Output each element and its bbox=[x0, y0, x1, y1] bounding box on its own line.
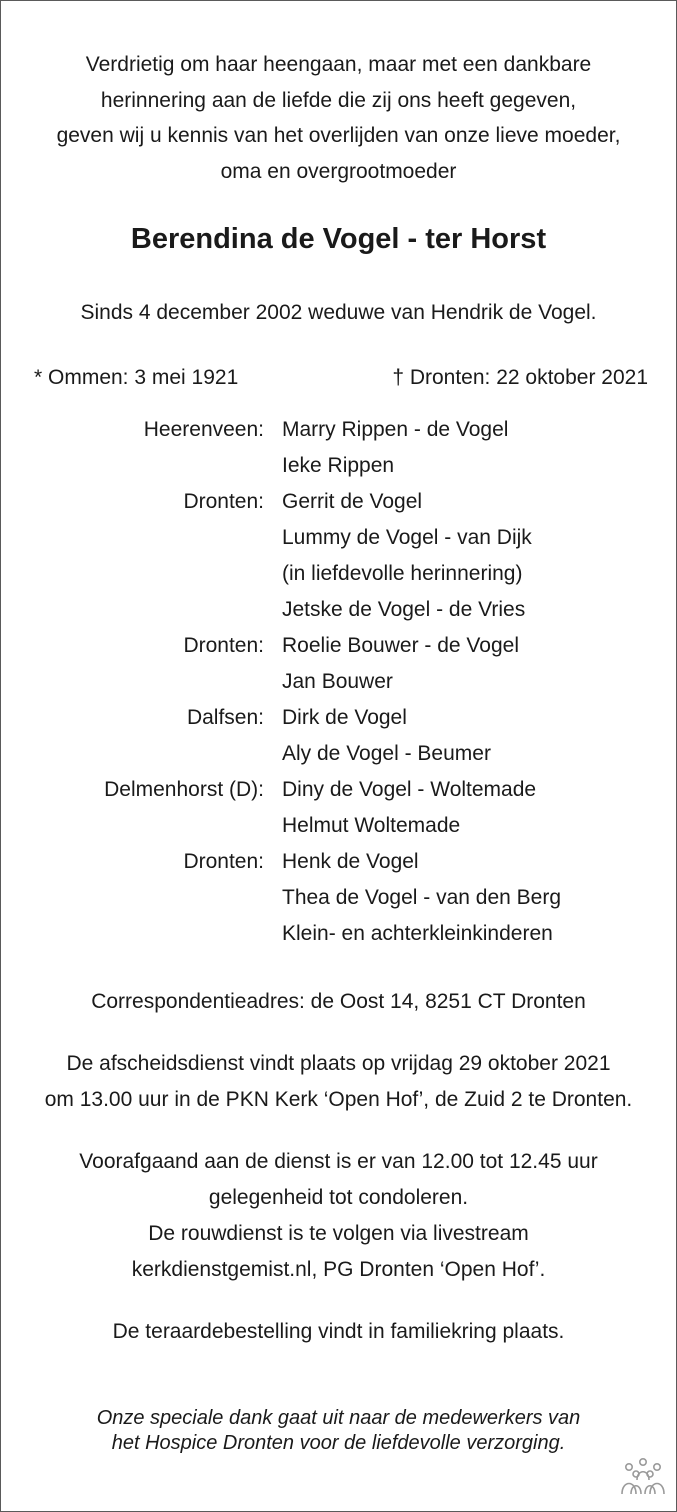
intro-line: geven wij u kennis van het overlijden van onze lieve moeder, bbox=[56, 124, 621, 147]
burial-block bbox=[1, 1314, 676, 1350]
service-block bbox=[1, 1046, 676, 1118]
family-row bbox=[1, 592, 676, 628]
thanks-line: Onze speciale dank gaat uit naar de medewerkers van bbox=[96, 1407, 581, 1429]
family-location: Delmenhorst (D): bbox=[104, 778, 264, 801]
family-row bbox=[1, 556, 676, 592]
family-member-name: Marry Rippen - de Vogel bbox=[282, 418, 509, 441]
family-member-name: Dirk de Vogel bbox=[282, 706, 407, 729]
intro-line: oma en overgrootmoeder bbox=[220, 159, 457, 183]
family-member-name: Henk de Vogel bbox=[282, 850, 419, 873]
notice-details bbox=[1, 984, 676, 1350]
family-member-name: Ieke Rippen bbox=[282, 454, 395, 477]
family-member-name: Aly de Vogel - Beumer bbox=[282, 742, 491, 765]
intro-text bbox=[1, 47, 676, 189]
family-member-name: Gerrit de Vogel bbox=[282, 490, 423, 513]
burial-line: De teraardebestelling vindt in familiekring plaats. bbox=[112, 1320, 565, 1343]
family-row bbox=[1, 916, 676, 952]
family-row bbox=[1, 412, 676, 448]
family-member-name: (in liefdevolle herinnering) bbox=[282, 562, 523, 585]
condolence-line: kerkdienstgemist.nl, PG Dronten ‘Open Hof’. bbox=[131, 1258, 546, 1281]
family-member-name: Roelie Bouwer - de Vogel bbox=[282, 634, 519, 657]
family-location: Dalfsen: bbox=[186, 706, 264, 729]
family-member-name: Klein- en achterkleinkinderen bbox=[282, 922, 553, 945]
deceased-name: Berendina de Vogel - ter Horst bbox=[130, 223, 547, 255]
family-location: Dronten: bbox=[183, 490, 264, 513]
thanks-line: het Hospice Dronten voor de liefdevolle verzorging. bbox=[111, 1432, 566, 1454]
family-member-name: Jan Bouwer bbox=[282, 670, 393, 693]
service-line: om 13.00 uur in de PKN Kerk ‘Open Hof’, de Zuid 2 te Dronten. bbox=[44, 1088, 633, 1111]
people-group-icon bbox=[619, 1456, 667, 1496]
family-row bbox=[1, 484, 676, 520]
family-row bbox=[1, 880, 676, 916]
widow-line: Sinds 4 december 2002 weduwe van Hendrik de Vogel. bbox=[80, 301, 597, 324]
family-row bbox=[1, 628, 676, 664]
family-row bbox=[1, 772, 676, 808]
intro-line: herinnering aan de liefde die zij ons heeft gegeven, bbox=[100, 88, 577, 112]
condolence-line: De rouwdienst is te volgen via livestream bbox=[148, 1222, 529, 1245]
family-location: Dronten: bbox=[183, 634, 264, 657]
family-row bbox=[1, 448, 676, 484]
family-member-name: Lummy de Vogel - van Dijk bbox=[282, 526, 532, 549]
family-member-name: Jetske de Vogel - de Vries bbox=[282, 598, 526, 621]
family-row bbox=[1, 808, 676, 844]
condolence-block bbox=[1, 1144, 676, 1288]
family-member-name: Thea de Vogel - van den Berg bbox=[282, 886, 562, 909]
birth-info: * Ommen: 3 mei 1921 bbox=[34, 366, 239, 389]
intro-line: Verdrietig om haar heengaan, maar met een dankbare bbox=[85, 53, 592, 76]
family-member-name: Diny de Vogel - Woltemade bbox=[282, 778, 537, 801]
condolence-line: gelegenheid tot condoleren. bbox=[208, 1186, 469, 1209]
condolence-line: Voorafgaand aan de dienst is er van 12.00 tot 12.45 uur bbox=[79, 1150, 598, 1173]
family-location: Dronten: bbox=[183, 850, 264, 873]
family-row bbox=[1, 844, 676, 880]
family-list bbox=[1, 412, 676, 952]
thanks-text bbox=[1, 1406, 676, 1456]
family-location: Heerenveen: bbox=[143, 418, 264, 441]
death-info: † Dronten: 22 oktober 2021 bbox=[392, 366, 648, 389]
correspondence-block bbox=[1, 984, 676, 1020]
service-line: De afscheidsdienst vindt plaats op vrijdag 29 oktober 2021 bbox=[66, 1052, 611, 1075]
family-row bbox=[1, 700, 676, 736]
family-row bbox=[1, 520, 676, 556]
family-member-name: Helmut Woltemade bbox=[282, 814, 461, 837]
family-row bbox=[1, 736, 676, 772]
correspondence-address: Correspondentieadres: de Oost 14, 8251 CT Dronten bbox=[91, 990, 586, 1013]
family-row bbox=[1, 664, 676, 700]
